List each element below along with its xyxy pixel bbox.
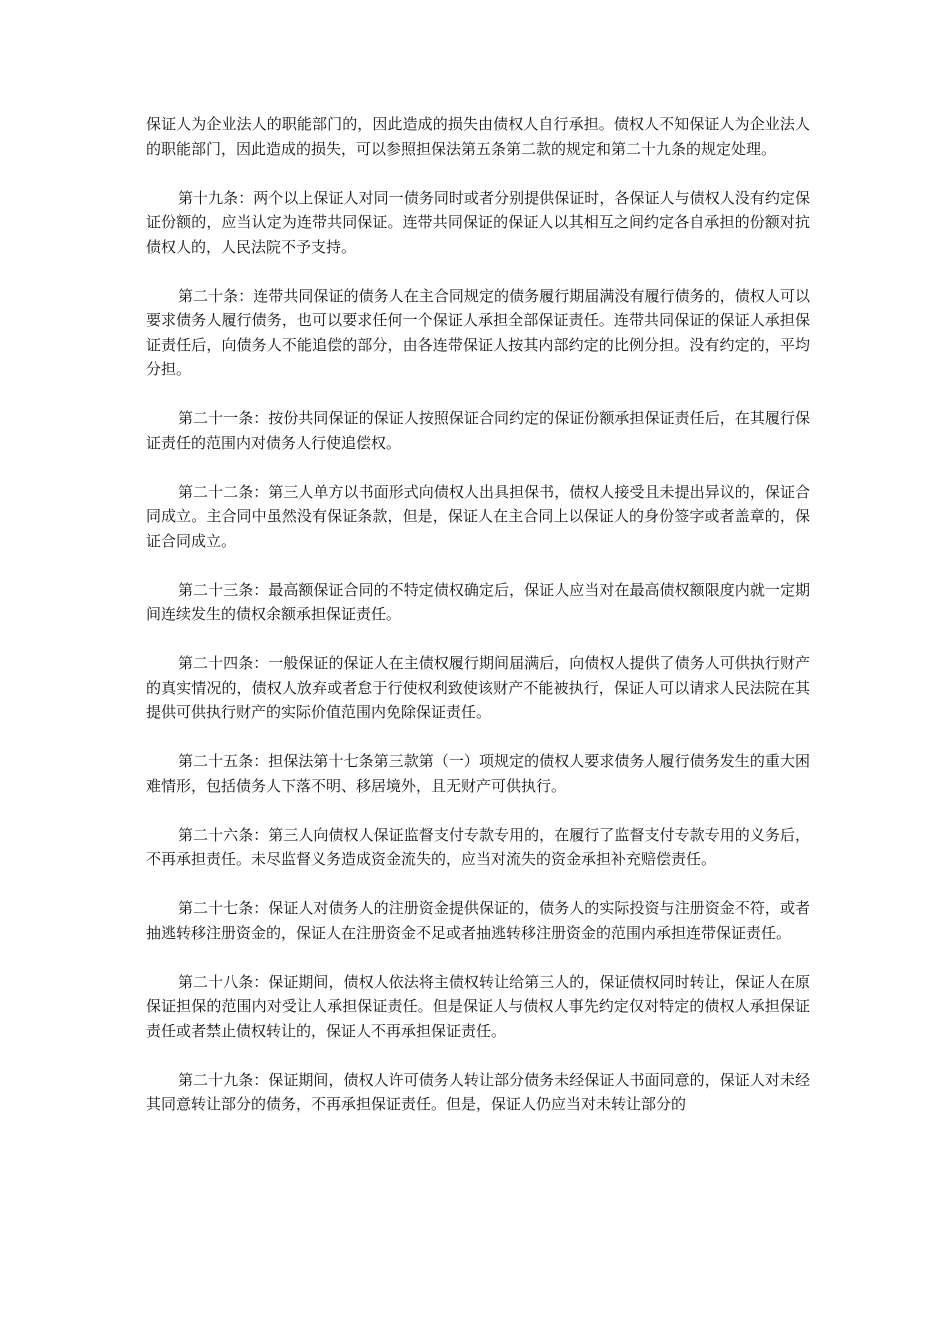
document-body (146, 112, 810, 1117)
paragraph-article-23: 第二十三条：最高额保证合同的不特定债权确定后，保证人应当对在最高债权额限度内就一定期间连续发生的债权余额承担保证责任。 (146, 580, 810, 623)
paragraph-article-21: 第二十一条：按份共同保证的保证人按照保证合同约定的保证份额承担保证责任后，在其履行保证责任的范围内对债务人行使追偿权。 (146, 409, 810, 452)
paragraph-article-28: 第二十八条：保证期间，债权人依法将主债权转让给第三人的，保证债权同时转让，保证人在原保证担保的范围内对受让人承担保证责任。但是保证人与债权人事先约定仅对特定的债权人承担保证责任或者禁止债权转让的，保证人不再承担保证责任。 (146, 972, 810, 1040)
paragraph-article-29: 第二十九条：保证期间，债权人许可债务人转让部分债务未经保证人书面同意的，保证人对未经其同意转让部分的债务，不再承担保证责任。但是，保证人仍应当对未转让部分的 (146, 1070, 810, 1113)
paragraph-article-19: 第十九条：两个以上保证人对同一债务同时或者分别提供保证时，各保证人与债权人没有约定保证份额的，应当认定为连带共同保证。连带共同保证的保证人以其相互之间约定各自承担的份额对抗债权人的，人民法院不予支持。 (146, 188, 810, 256)
paragraph-article-22: 第二十二条：第三人单方以书面形式向债权人出具担保书，债权人接受且未提出异议的，保证合同成立。主合同中虽然没有保证条款，但是，保证人在主合同上以保证人的身份签字或者盖章的，保证合同成立。 (146, 482, 810, 550)
paragraph-continuation: 保证人为企业法人的职能部门的，因此造成的损失由债权人自行承担。债权人不知保证人为企业法人的职能部门，因此造成的损失，可以参照担保法第五条第二款的规定和第二十九条的规定处理。 (146, 115, 810, 158)
paragraph-article-24: 第二十四条：一般保证的保证人在主债权履行期间届满后，向债权人提供了债务人可供执行财产的真实情况的，债权人放弃或者怠于行使权利致使该财产不能被执行，保证人可以请求人民法院在其提供可供执行财产的实际价值范围内免除保证责任。 (146, 654, 810, 721)
paragraph-article-20: 第二十条：连带共同保证的债务人在主合同规定的债务履行期届满没有履行债务的，债权人可以要求债务人履行债务，也可以要求任何一个保证人承担全部保证责任。连带共同保证的保证人承担保证责任后，向债务人不能追偿的部分，由各连带保证人按其内部约定的比例分担。没有约定的，平均分担。 (146, 286, 810, 378)
paragraph-article-27: 第二十七条：保证人对债务人的注册资金提供保证的，债务人的实际投资与注册资金不符，或者抽逃转移注册资金的，保证人在注册资金不足或者抽逃转移注册资金的范围内承担连带保证责任。 (146, 899, 810, 942)
paragraph-article-25: 第二十五条：担保法第十七条第三款第（一）项规定的债权人要求债务人履行债务发生的重大困难情形，包括债务人下落不明、移居境外，且无财产可供执行。 (146, 752, 810, 795)
paragraph-article-26: 第二十六条：第三人向债权人保证监督支付专款专用的，在履行了监督支付专款专用的义务后，不再承担责任。未尽监督义务造成资金流失的，应当对流失的资金承担补充赔偿责任。 (146, 825, 810, 868)
